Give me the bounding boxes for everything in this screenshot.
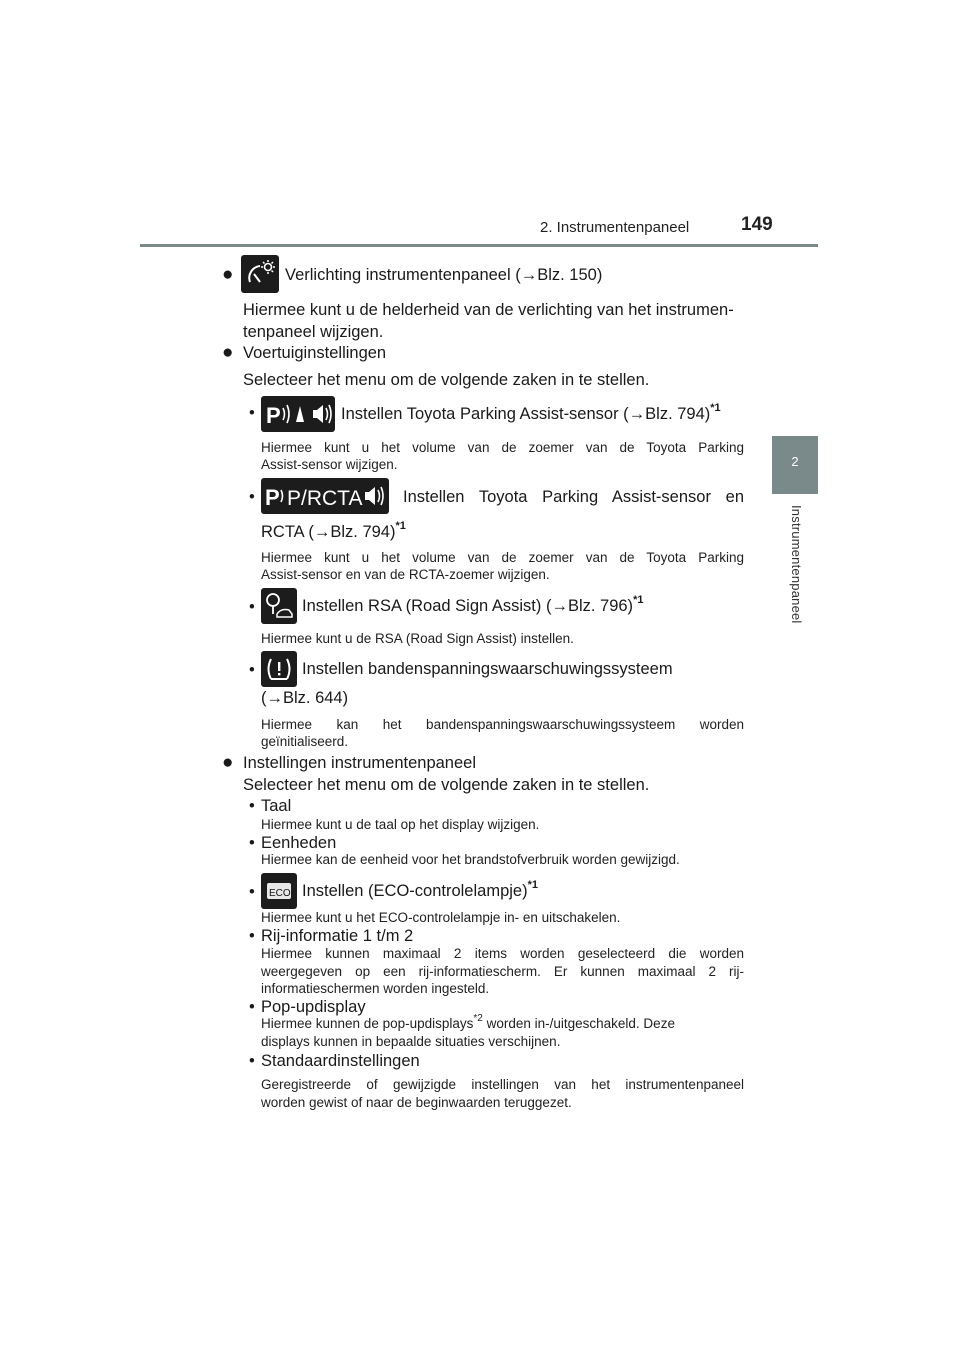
eco-title: Instellen (ECO-controlelampje)$^{*1}$ bbox=[302, 879, 538, 900]
chapter-side-label: Instrumentenpaneel bbox=[789, 505, 804, 624]
svg-text:P: P bbox=[265, 485, 280, 510]
voertuig-desc: Selecteer het menu om de volgende zaken in te stellen. bbox=[243, 371, 650, 389]
eenheden-title: Eenheden bbox=[261, 834, 337, 852]
chapter-tab-number: 2 bbox=[791, 454, 799, 469]
road-sign-icon bbox=[261, 588, 297, 624]
parking-desc: Hiermee kunt u het volume van de zoemer van de Toyota Parking bbox=[261, 440, 744, 455]
popup-desc: displays kunnen in bepaalde situaties verschijnen. bbox=[261, 1034, 561, 1049]
svg-text:P: P bbox=[266, 403, 281, 428]
rcta-title: RCTA (→Blz. 794)$^{*1}$ bbox=[261, 520, 406, 541]
list-bullet: • bbox=[249, 927, 255, 945]
rijinfo-desc: Hiermee kunnen maximaal 2 items worden geselecteerd die worden bbox=[261, 946, 744, 961]
tpws-title: (→Blz. 644) bbox=[261, 689, 349, 707]
instrument-title: Instellingen instrumentenpaneel bbox=[243, 754, 476, 772]
header-rule bbox=[140, 244, 818, 247]
list-bullet: • bbox=[249, 488, 255, 506]
standaard-desc: worden gewist of naar de beginwaarden teruggezet. bbox=[261, 1095, 572, 1110]
bullet-dot: ● bbox=[222, 342, 234, 363]
parking-sensor-icon bbox=[261, 396, 335, 432]
svg-text:P/RCTA: P/RCTA bbox=[287, 487, 363, 510]
list-bullet: • bbox=[249, 598, 255, 616]
list-bullet: • bbox=[249, 883, 255, 901]
voertuig-title: Voertuiginstellingen bbox=[243, 344, 387, 362]
verlichting-desc: tenpaneel wijzigen. bbox=[243, 323, 384, 341]
brightness-icon bbox=[241, 255, 279, 293]
svg-text:ECO: ECO bbox=[269, 888, 291, 899]
list-bullet: • bbox=[249, 661, 255, 679]
popup-title: Pop-updisplay bbox=[261, 998, 366, 1016]
parking-rcta-icon bbox=[261, 478, 389, 514]
chapter-tab bbox=[772, 436, 818, 494]
tpws-desc: geïnitialiseerd. bbox=[261, 734, 349, 749]
standaard-title: Standaardinstellingen bbox=[261, 1052, 420, 1070]
tpws-title: Instellen bandenspanningswaarschuwingssysteem bbox=[302, 660, 673, 678]
rsa-title: Instellen RSA (Road Sign Assist) (→Blz. 796)$^{*1}$ bbox=[302, 594, 644, 615]
page-number: 149 bbox=[741, 214, 773, 235]
rcta-desc: Assist-sensor en van de RCTA-zoemer wijzigen. bbox=[261, 567, 550, 582]
list-bullet: • bbox=[249, 834, 255, 852]
rijinfo-desc: informatieschermen worden ingesteld. bbox=[261, 981, 490, 996]
popup-desc: Hiermee kunnen de pop-updisplays$^{*2}$ worden in-/uitgeschakeld. Deze bbox=[261, 1013, 675, 1031]
list-bullet: • bbox=[249, 797, 255, 815]
eco-icon bbox=[261, 873, 297, 909]
parking-desc: Assist-sensor wijzigen. bbox=[261, 457, 398, 472]
bullet-dot: ● bbox=[222, 264, 234, 285]
verlichting-title: Verlichting instrumentenpaneel (→Blz. 150) bbox=[285, 266, 603, 284]
verlichting-desc: Hiermee kunt u de helderheid van de verlichting van het instrumen- bbox=[243, 301, 734, 319]
bullet-dot: ● bbox=[222, 752, 234, 773]
list-bullet: • bbox=[249, 404, 255, 422]
list-bullet: • bbox=[249, 998, 255, 1016]
rcta-desc: Hiermee kunt u het volume van de zoemer van de Toyota Parking bbox=[261, 550, 744, 565]
tpws-desc: Hiermee kan het bandenspanningswaarschuwingssysteem worden bbox=[261, 717, 744, 732]
standaard-desc: Geregistreerde of gewijzigde instellingen van het instrumentenpaneel bbox=[261, 1077, 744, 1092]
eenheden-desc: Hiermee kan de eenheid voor het brandstofverbruik worden gewijzigd. bbox=[261, 852, 680, 867]
rsa-desc: Hiermee kunt u de RSA (Road Sign Assist) instellen. bbox=[261, 631, 574, 646]
list-bullet: • bbox=[249, 1052, 255, 1070]
eco-desc: Hiermee kunt u het ECO-controlelampje in- en uitschakelen. bbox=[261, 910, 621, 925]
rcta-title: Instellen Toyota Parking Assist-sensor en bbox=[403, 488, 744, 506]
taal-title: Taal bbox=[261, 797, 292, 815]
rijinfo-desc: weergegeven op een rij-informatiescherm. Er kunnen maximaal 2 rij- bbox=[261, 964, 744, 979]
parking-title: Instellen Toyota Parking Assist-sensor (→Blz. 794)$^{*1}$ bbox=[341, 402, 721, 423]
rijinfo-title: Rij-informatie 1 t/m 2 bbox=[261, 927, 414, 945]
section-title: 2. Instrumentenpaneel bbox=[540, 219, 690, 236]
taal-desc: Hiermee kunt u de taal op het display wijzigen. bbox=[261, 817, 540, 832]
instrument-desc: Selecteer het menu om de volgende zaken in te stellen. bbox=[243, 776, 650, 794]
tire-pressure-icon bbox=[261, 651, 297, 687]
